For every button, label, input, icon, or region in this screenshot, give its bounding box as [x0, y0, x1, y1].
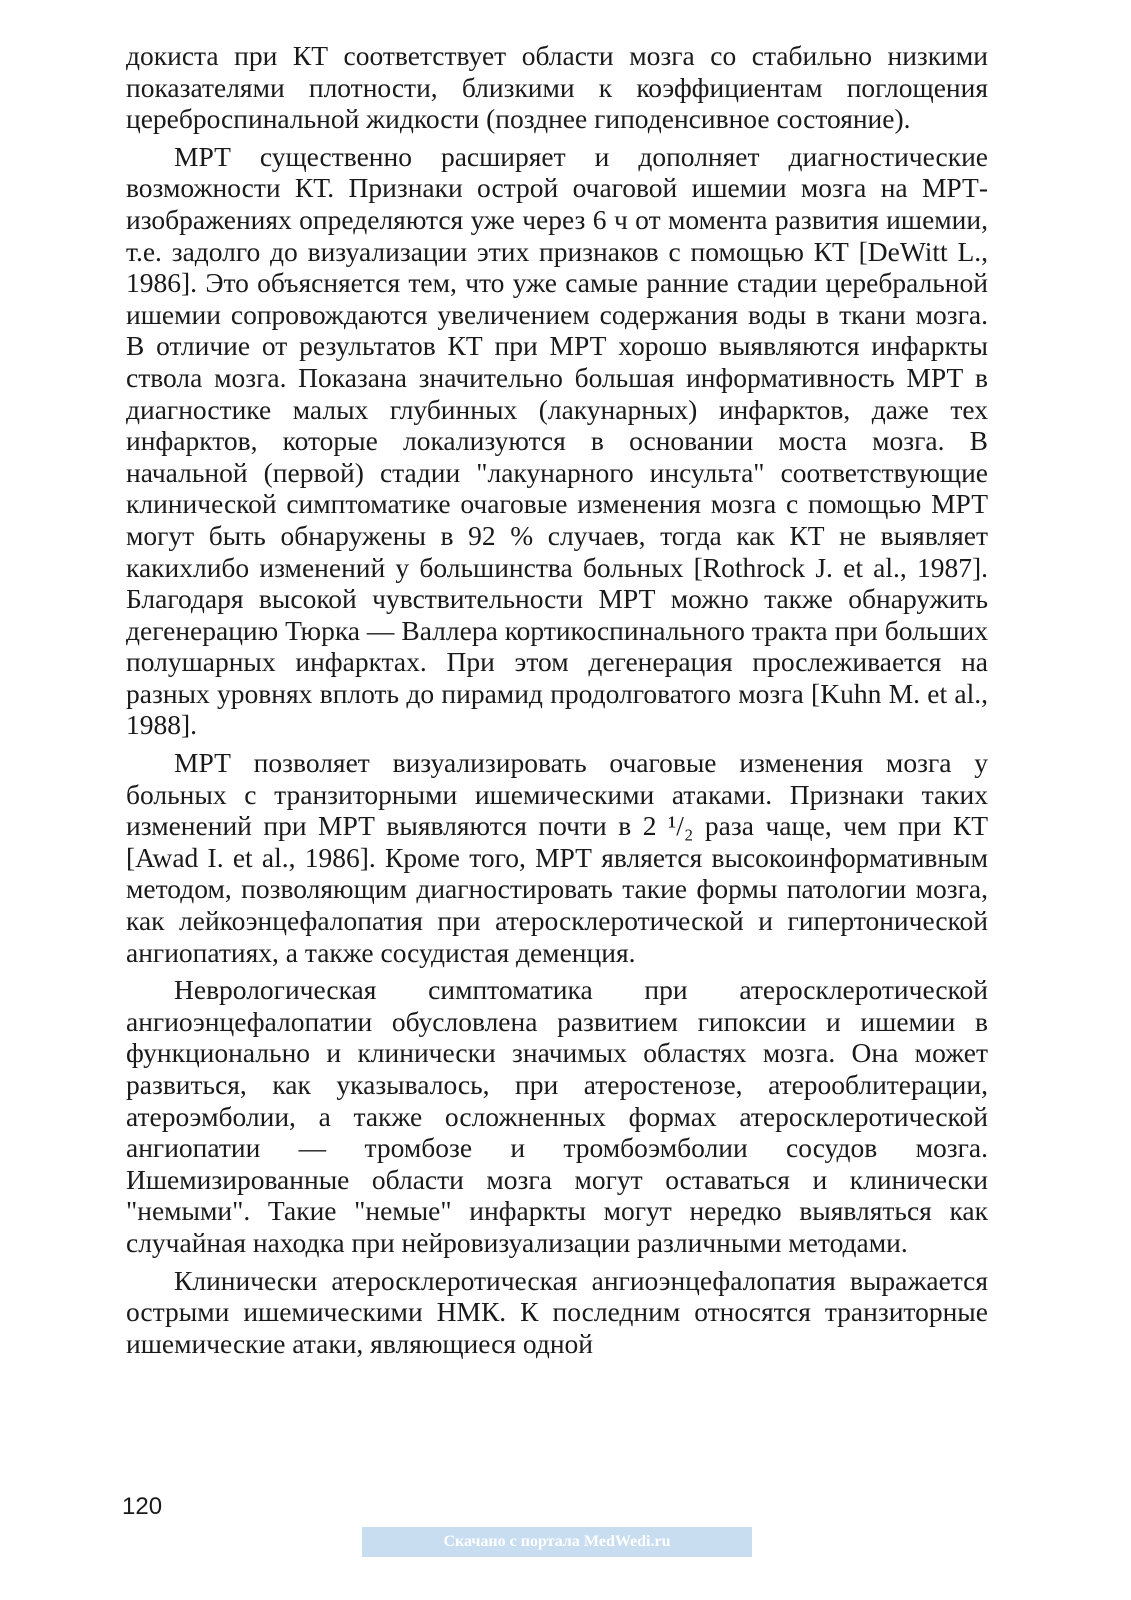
download-watermark: Скачано с портала MedWedi.ru: [362, 1527, 752, 1557]
paragraph-neurological-symptoms: Неврологическая симптоматика при атеросклеротической ангиоэнцефалопатии обусловлена развитием гипоксии и ишемии в функционально и клинически значимых областях мозга. Она может развиться, как указывалось, при атеростенозе, атерооблитерации, атероэмболии, а также осложненных формах атеросклеротической ангиопатии — тромбозе и тромбоэмболии сосудов мозга. Ишемизированные области мозга могут оставаться и клинически "немыми". Такие "немые" инфаркты могут нередко выявляться как случайная находка при нейровизуализации различными методами.: [126, 974, 988, 1258]
body-text: [126, 40, 988, 1365]
paragraph-mri-tia: МРТ позволяет визуализировать очаговые изменения мозга у больных с транзиторными ишемическими атаками. Признаки таких изменений при МРТ выявляются почти в 2 ¹/₂ раза чаще, чем при КТ [Awad I. et al., 1986]. Кроме того, МРТ является высокоинформативным методом, позволяющим диагностировать такие формы патологии мозга, как лейкоэнцефалопатия при атеросклеротической и гипертонической ангиопатиях, а также сосудистая деменция.: [126, 747, 988, 968]
page-number: 120: [122, 1493, 163, 1520]
paragraph-clinical-manifestation: Клинически атеросклеротическая ангиоэнцефалопатия выражается острыми ишемическими НМК. К последним относятся транзиторные ишемические атаки, являющиеся одной: [126, 1264, 988, 1359]
paragraph-mri-diagnostics: МРТ существенно расширяет и дополняет диагностические возможности КТ. Признаки острой очаговой ишемии мозга на МРТ-изображениях определяются уже через 6 ч от момента развития ишемии, т.е. задолго до визуализации этих признаков с помощью КТ [DeWitt L., 1986]. Это объясняется тем, что уже самые ранние стадии церебральной ишемии сопровождаются увеличением содержания воды в ткани мозга. В отличие от результатов КТ при МРТ хорошо выявляются инфаркты ствола мозга. Показана значительно большая информативность МРТ в диагностике малых глубинных (лакунарных) инфарктов, даже тех инфарктов, которые локализуются в основании моста мозга. В начальной (первой) стадии "лакунарного инсульта" соответствующие клинической симптоматике очаговые изменения мозга с помощью МРТ могут быть обнаружены в 92 % случаев, тогда как КТ не выявляет какихлибо изменений у большинства больных [Rothrock J. et al., 1987]. Благодаря высокой чувствительности МРТ можно также обнаружить дегенерацию Тюрка — Валлера кортикоспинального тракта при больших полушарных инфарктах. При этом дегенерация прослеживается на разных уровнях вплоть до пирамид продолговатого мозга [Kuhn M. et al., 1988].: [126, 140, 988, 741]
paragraph-continuation: докиста при КТ соответствует области мозга со стабильно низкими показателями плотности, близкими к коэффициентам поглощения цереброспинальной жидкости (позднее гиподенсивное состояние).: [126, 40, 988, 135]
